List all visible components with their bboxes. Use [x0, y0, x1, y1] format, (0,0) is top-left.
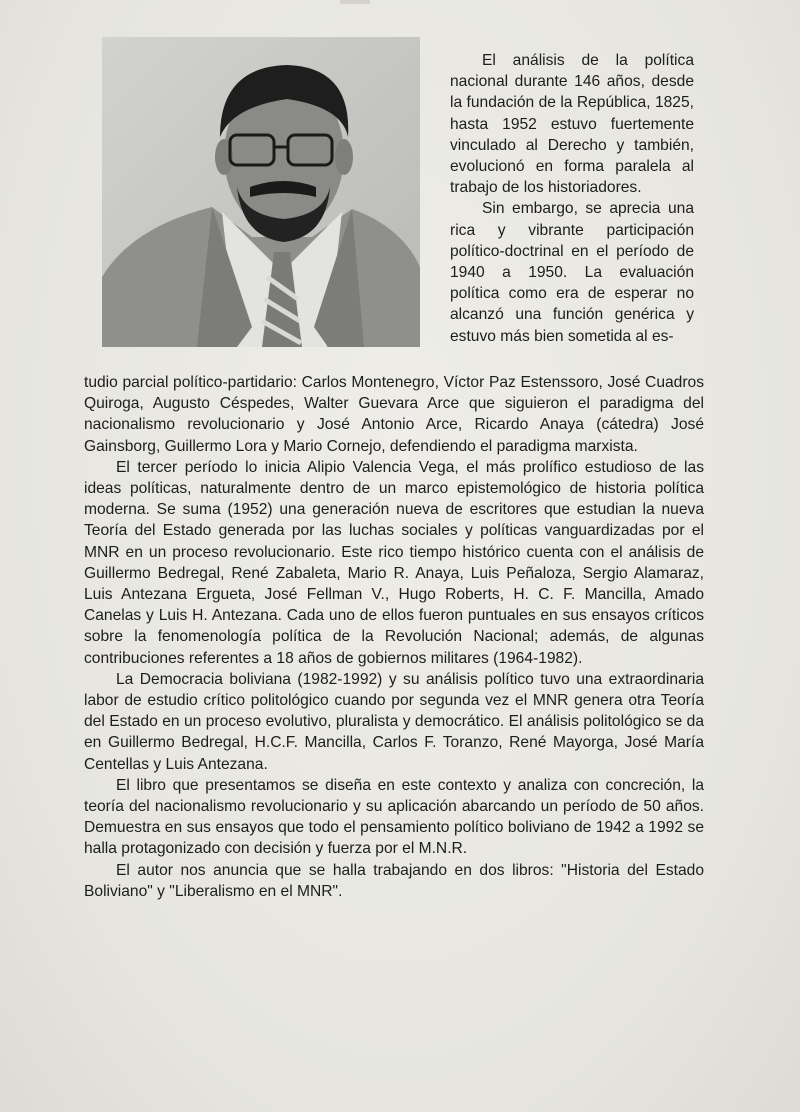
paragraph-6: El autor nos anuncia que se halla trabajando en dos libros: "Historia del Estado Boliviano" y "Liberalismo en el MNR".: [84, 861, 704, 900]
author-portrait: [102, 37, 420, 347]
paragraph-1: El análisis de la política nacional durante 146 años, desde la fundación de la República, 1825, hasta 1952 estuvo fuertemente vinculado al Derecho y también, evolucionó en forma paralela al trabajo de los historiadores.: [450, 52, 694, 197]
intro-column: [450, 50, 694, 347]
paragraph-2-continuation: tudio parcial político-partidario: Carlos Montenegro, Víctor Paz Estenssoro, José Cuadros Quiroga, Augusto Céspedes, Walter Guevara Arce que siguieron el paradigma del nacionalismo revolucionario y José Antonio Arce, Ricardo Anaya (cátedra) José Gainsborg, Guillermo Lora y Mario Cornejo, defendiendo el paradigma marxista.: [84, 374, 704, 455]
paragraph-5: El libro que presentamos se diseña en este contexto y analiza con concreción, la teoría del nacionalismo revolucionario y su aplicación abarcando un período de 50 años. Demuestra en sus ensayos que todo el pensamiento político boliviano de 1942 a 1992 se halla protagonizado con decisión y fuerza por el M.N.R.: [84, 776, 704, 858]
main-text: [84, 372, 704, 902]
paragraph-2: Sin embargo, se aprecia una rica y vibrante participación político-doctrinal en el período de 1940 a 1950. La evaluación política como era de esperar no alcanzó una función genérica y estuvo más bien sometida al es-: [450, 200, 694, 345]
paragraph-4: La Democracia boliviana (1982-1992) y su análisis político tuvo una extraordinaria labor de estudio crítico politológico cuando por segunda vez el MNR genera otra Teoría del Estado en un proceso evolutivo, pluralista y democrático. El análisis politológico se da en Guillermo Bedregal, H.C.F. Mancilla, Carlos F. Toranzo, René Mayorga, José María Centellas y Luis Antezana.: [84, 670, 704, 773]
page-edge-mark: [340, 0, 370, 4]
author-photo-illustration: [102, 37, 420, 347]
paragraph-3: El tercer período lo inicia Alipio Valencia Vega, el más prolífico estudioso de las ideas políticas, naturalmente dentro de un marco epistemológico de historia política moderna. Se suma (1952) una generación nueva de escritores que estudian la nueva Teoría del Estado generada por las luchas sociales y políticas vanguardizadas por el MNR en un proceso revolucionario. Este rico tiempo histórico cuenta con el análisis de Guillermo Bedregal, René Zabaleta, Mario R. Anaya, Luis Peñaloza, Sergio Alamaraz, Luis Antezana Ergueta, José Fellman V., Hugo Roberts, H. C. F. Mancilla, Amado Canelas y Luis H. Antezana. Cada uno de ellos fueron puntuales en sus ensayos críticos sobre la fenomenología política de la Revolución Nacional; además, de algunas contribuciones referentes a 18 años de gobiernos militares (1964-1982).: [84, 458, 704, 667]
